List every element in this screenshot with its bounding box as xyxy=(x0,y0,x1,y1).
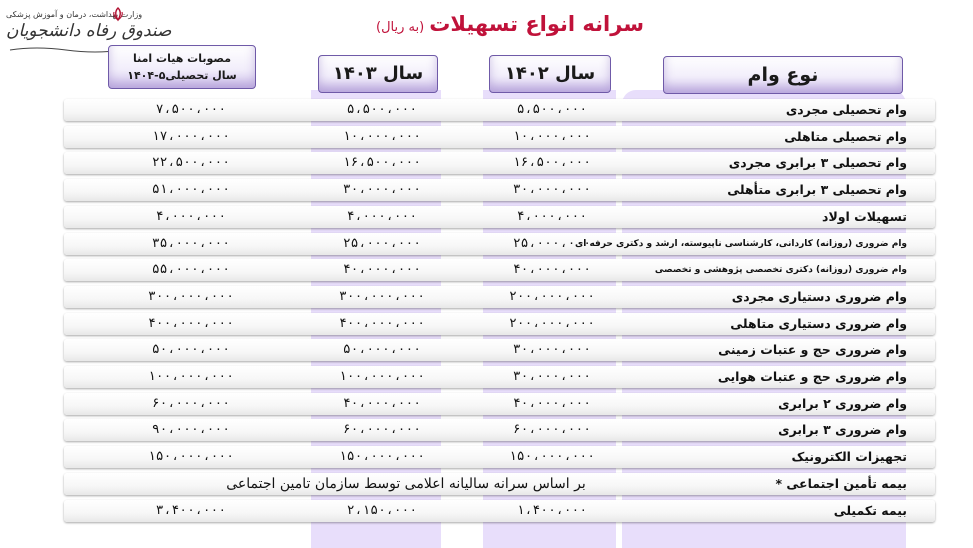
table-row xyxy=(64,446,935,468)
table-row xyxy=(64,286,935,308)
loan-type-name: وام ضروری ۲ برابری xyxy=(778,396,907,411)
logo-underline xyxy=(6,46,124,54)
table-row xyxy=(64,313,935,335)
loan-type-name: وام تحصیلی ۳ برابری متأهلی xyxy=(727,182,907,197)
value-1402: ۳۰،۰۰۰،۰۰۰ xyxy=(512,182,592,197)
row-note: بر اساس سرانه سالیانه اعلامی توسط سازمان تامین اجتماعی xyxy=(226,476,586,492)
value-board: ۱۵۰،۰۰۰،۰۰۰ xyxy=(147,449,235,464)
value-board: ۱۷،۰۰۰،۰۰۰ xyxy=(151,129,231,144)
value-1403: ۱۵۰،۰۰۰،۰۰۰ xyxy=(338,449,426,464)
value-board: ۹۰،۰۰۰،۰۰۰ xyxy=(151,422,231,437)
table-row xyxy=(64,419,935,441)
table-row xyxy=(64,206,935,228)
value-1403: ۵۰،۰۰۰،۰۰۰ xyxy=(342,342,422,357)
value-1403: ۴،۰۰۰،۰۰۰ xyxy=(346,209,418,224)
table-row xyxy=(64,393,935,415)
loan-type-name: وام تحصیلی مجردی xyxy=(785,102,907,117)
value-1403: ۲،۱۵۰،۰۰۰ xyxy=(346,503,418,518)
loan-type-name: وام تحصیلی متاهلی xyxy=(784,129,907,144)
header-board-approvals xyxy=(108,45,256,89)
value-1403: ۵،۵۰۰،۰۰۰ xyxy=(346,102,418,117)
value-board: ۵۰،۰۰۰،۰۰۰ xyxy=(151,342,231,357)
value-1403: ۲۵،۰۰۰،۰۰۰ xyxy=(342,236,422,251)
header-board-line2: سال تحصیلی۵-۱۴۰۴ xyxy=(127,69,237,82)
value-1403: ۴۰۰،۰۰۰،۰۰۰ xyxy=(338,316,426,331)
value-board: ۷،۵۰۰،۰۰۰ xyxy=(155,102,227,117)
table-row xyxy=(64,473,935,495)
table-row xyxy=(64,152,935,174)
value-1403: ۱۰،۰۰۰،۰۰۰ xyxy=(342,129,422,144)
value-1403: ۳۰۰،۰۰۰،۰۰۰ xyxy=(338,289,426,304)
loan-type-name: تجهیزات الکترونیک xyxy=(791,449,907,464)
header-year-1402: سال ۱۴۰۲ xyxy=(489,55,611,93)
value-1402: ۳۰،۰۰۰،۰۰۰ xyxy=(512,369,592,384)
value-board: ۵۱،۰۰۰،۰۰۰ xyxy=(151,182,231,197)
value-1402: ۲۰۰،۰۰۰،۰۰۰ xyxy=(508,289,596,304)
loan-type-name: بیمه تأمین اجتماعی * xyxy=(775,476,907,491)
value-1402: ۲۰۰،۰۰۰،۰۰۰ xyxy=(508,316,596,331)
value-1403: ۱۶،۵۰۰،۰۰۰ xyxy=(342,155,422,170)
table-row xyxy=(64,99,935,121)
loan-type-name: وام ضروری دستیاری متاهلی xyxy=(730,316,907,331)
value-1403: ۶۰،۰۰۰،۰۰۰ xyxy=(342,422,422,437)
value-1402: ۱۰،۰۰۰،۰۰۰ xyxy=(512,129,592,144)
value-board: ۴۰۰،۰۰۰،۰۰۰ xyxy=(147,316,235,331)
table-row xyxy=(64,500,935,522)
value-1403: ۴۰،۰۰۰،۰۰۰ xyxy=(342,262,422,277)
loan-type-name: وام ضروری حج و عتبات زمینی xyxy=(718,342,907,357)
loan-type-name: وام تحصیلی ۳ برابری مجردی xyxy=(728,155,907,170)
loan-type-name: وام ضروری دستیاری مجردی xyxy=(731,289,907,304)
value-1402: ۴۰،۰۰۰،۰۰۰ xyxy=(512,396,592,411)
table-row xyxy=(64,179,935,201)
table-row xyxy=(64,126,935,148)
value-1402: ۴،۰۰۰،۰۰۰ xyxy=(516,209,588,224)
value-1402: ۱۵۰،۰۰۰،۰۰۰ xyxy=(508,449,596,464)
value-1402: ۱۶،۵۰۰،۰۰۰ xyxy=(512,155,592,170)
header-year-1403: سال ۱۴۰۳ xyxy=(318,55,438,93)
loan-type-name: وام ضروری (روزانه) دکتری تخصصی پژوهشی و تخصصی xyxy=(654,265,907,275)
loan-type-name: بیمه تکمیلی xyxy=(833,503,907,518)
value-1402: ۴۰،۰۰۰،۰۰۰ xyxy=(512,262,592,277)
header-loan-type: نوع وام xyxy=(663,56,903,94)
fund-name: صندوق رفاه دانشجویان xyxy=(6,21,172,41)
value-1402: ۳۰،۰۰۰،۰۰۰ xyxy=(512,342,592,357)
table-row xyxy=(64,339,935,361)
ministry-name: وزارت بهداشت، درمان و آموزش پزشکی xyxy=(6,10,143,19)
value-board: ۴،۰۰۰،۰۰۰ xyxy=(155,209,227,224)
table-row xyxy=(64,366,935,388)
title-main: سرانه انواع تسهیلات xyxy=(429,12,644,36)
value-1403: ۴۰،۰۰۰،۰۰۰ xyxy=(342,396,422,411)
table-row xyxy=(64,233,935,255)
value-1403: ۳۰،۰۰۰،۰۰۰ xyxy=(342,182,422,197)
loan-type-name: تسهیلات اولاد xyxy=(822,209,907,224)
value-1402: ۵،۵۰۰،۰۰۰ xyxy=(516,102,588,117)
value-1403: ۱۰۰،۰۰۰،۰۰۰ xyxy=(338,369,426,384)
table-row xyxy=(64,259,935,281)
value-board: ۵۵،۰۰۰،۰۰۰ xyxy=(151,262,231,277)
page-title xyxy=(360,12,660,36)
value-1402: ۶۰،۰۰۰،۰۰۰ xyxy=(512,422,592,437)
iran-emblem-icon xyxy=(110,6,126,22)
header-board-line1: مصوبات هیات امنا xyxy=(132,52,232,65)
value-board: ۶۰،۰۰۰،۰۰۰ xyxy=(151,396,231,411)
value-board: ۳۰۰،۰۰۰،۰۰۰ xyxy=(147,289,235,304)
loan-type-name: وام ضروری حج و عتبات هوایی xyxy=(717,369,907,384)
value-1402: ۱،۴۰۰،۰۰۰ xyxy=(516,503,588,518)
fund-logo xyxy=(6,4,172,56)
loan-type-name: وام ضروری (روزانه) کاردانی، کارشناسی ناپیوسته، ارشد و دکتری حرفه ای xyxy=(575,239,907,249)
title-unit: (به ریال) xyxy=(376,20,425,35)
value-board: ۲۲،۵۰۰،۰۰۰ xyxy=(151,155,231,170)
loan-type-name: وام ضروری ۳ برابری xyxy=(778,422,907,437)
value-1402: ۲۵،۰۰۰،۰۰۰ xyxy=(512,236,592,251)
value-board: ۳۵،۰۰۰،۰۰۰ xyxy=(151,236,231,251)
value-board: ۳،۴۰۰،۰۰۰ xyxy=(155,503,227,518)
value-board: ۱۰۰،۰۰۰،۰۰۰ xyxy=(147,369,235,384)
